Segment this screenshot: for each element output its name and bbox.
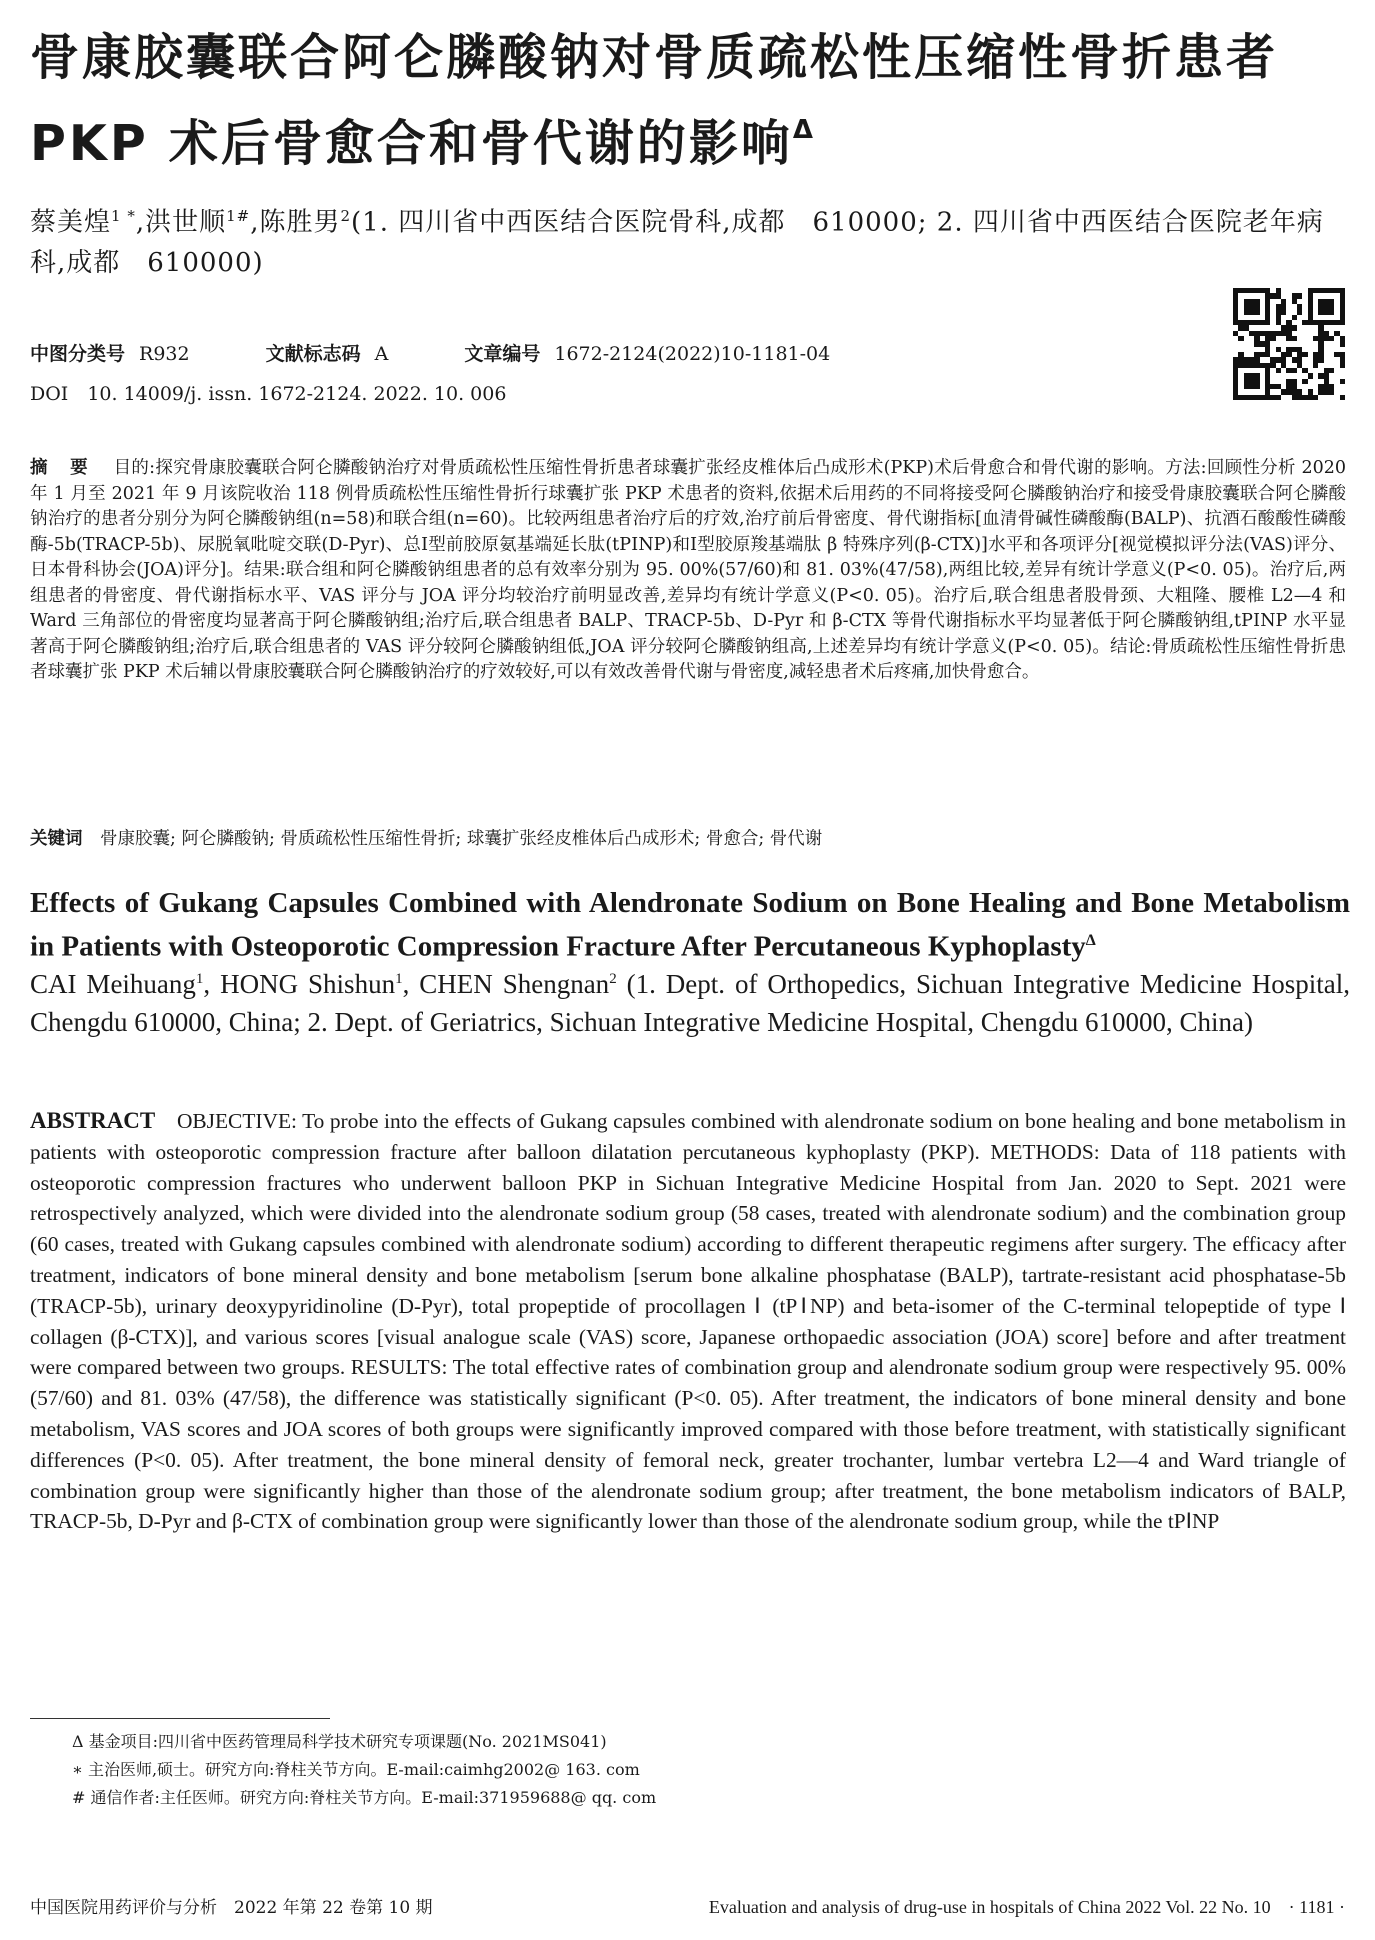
journal-footer-english: Evaluation and analysis of drug-use in hospitals of China 2022 Vol. 22 No. 10 · 1181 ·	[708, 1897, 1345, 1917]
authors-chinese: 蔡美煌$^{1 *}$,洪世顺$^{1\#}$,陈胜男$^2$(1. 四川省中西医结合医院骨科,成都 610000; 2. 四川省中西医结合医院老年病科,成都 610000)	[30, 207, 1324, 278]
footnote-corresponding-author: # 通信作者:主任医师。研究方向:脊柱关节方向。E-mail:371959688@ qq. com	[72, 1788, 657, 1807]
abstract-label: 摘 要	[30, 458, 96, 478]
article-title: 骨康胶囊联合阿仑膦酸钠对骨质疏松性压缩性骨折患者 PKP 术后骨愈合和骨代谢的影响$^\Delta$	[30, 29, 1279, 172]
footnote-funding: Δ 基金项目:四川省中医药管理局科学技术研究专项课题(No. 2021MS041)	[72, 1732, 607, 1751]
classification-row: 中图分类号 R932 文献标志码 A 文章编号 1672-2124(2022)10-1181-04	[30, 343, 831, 365]
keywords: 关键词 骨康胶囊; 阿仑膦酸钠; 骨质疏松性压缩性骨折; 球囊扩张经皮椎体后凸成形术; 骨愈合; 骨代谢	[30, 829, 823, 849]
abstract-chinese-text: 目的:探究骨康胶囊联合阿仑膦酸钠治疗对骨质疏松性压缩性骨折患者球囊扩张经皮椎体后凸成形术(PKP)术后骨愈合和骨代谢的影响。方法:回顾性分析 2020 年 1 月至 2021 年 9 月该院收治 118 例骨质疏松性压缩性骨折行球囊扩张 PKP 术患者的资料,依据术后用药的不同将接受阿仑膦酸钠治疗和接受骨康胶囊联合阿仑膦酸钠治疗的患者分别分为阿仑膦酸钠组(n=58)和联合组(n=60)。比较两组患者治疗后的疗效,治疗前后骨密度、骨代谢指标[血清骨碱性磷酸酶(BALP)、抗酒石酸酸性磷酸酶-5b(TRACP-5b)、尿脱氧吡啶交联(D-Pyr)、总Ⅰ型前胶原氨基端延长肽(tPⅠNP)和Ⅰ型胶原羧基端肽 β 特殊序列(β-CTX)]水平和各项评分[视觉模拟评分法(VAS)评分、日本骨科协会(JOA)评分]。结果:联合组和阿仑膦酸钠组患者的总有效率分别为 95. 00%(57/60)和 81. 03%(47/58),两组比较,差异有统计学意义(P<0. 05)。治疗后,两组患者的骨密度、骨代谢指标水平、VAS 评分与 JOA 评分均较治疗前明显改善,差异均有统计学意义(P<0. 05)。治疗后,联合组患者股骨颈、大粗隆、腰椎 L2—4 和 Ward 三角部位的骨密度均显著高于阿仑膦酸钠组;治疗后,联合组患者 BALP、TRACP-5b、D-Pyr 和 β-CTX 等骨代谢指标水平均显著低于阿仑膦酸钠组,tPⅠNP 水平显著高于阿仑膦酸钠组;治疗后,联合组患者的 VAS 评分较阿仑膦酸钠组低,JOA 评分较阿仑膦酸钠组高,上述差异均有统计学意义(P<0. 05)。结论:骨质疏松性压缩性骨折患者球囊扩张 PKP 术后辅以骨康胶囊联合阿仑膦酸钠治疗的疗效较好,可以有效改善骨代谢与骨密度,减轻患者术后疼痛,加快骨愈合。	[30, 458, 1346, 682]
abstract-english: ABSTRACT OBJECTIVE: To probe into the effects of Gukang capsules combined with alendronate sodium on bone healing and bone metabolism in patients with osteoporotic compression fracture after balloon dilatation percutaneous kyphoplasty (PKP). METHODS: Data of 118 patients with osteoporotic compression fractures who underwent balloon PKP in Sichuan Integrative Medicine Hospital from Jan. 2020 to Sept. 2021 were retrospectively analyzed, which were divided into the alendronate sodium group (58 cases, treated with alendronate sodium) and the combination group (60 cases, treated with Gukang capsules combined with alendronate sodium) according to different therapeutic regimens after surgery. The efficacy after treatment, indicators of bone mineral density and bone metabolism [serum bone alkaline phosphatase (BALP), tartrate-resistant acid phosphatase-5b (TRACP-5b), urinary deoxypyridinoline (D-Pyr), total propeptide of procollagen Ⅰ (tPⅠNP) and beta-isomer of the C-terminal telopeptide of type Ⅰ collagen (β-CTX)], and various scores [visual analogue scale (VAS) score, Japanese orthopaedic association (JOA) score] before and after treatment were compared between two groups. RESULTS: The total effective rates of combination group and alendronate sodium group were respectively 95. 00% (57/60) and 81. 03% (47/58), the difference was statistically significant (P<0. 05). After treatment, the indicators of bone mineral density and bone metabolism, VAS scores and JOA scores of both groups were significantly improved compared with those before treatment, with statistically significant differences (P<0. 05). After treatment, the bone mineral density of femoral neck, greater trochanter, lumbar vertebra L2—4 and Ward triangle of combination group were significantly higher than those of the alendronate sodium group; after treatment, the bone metabolism indicators of BALP, TRACP-5b, D-Pyr and β-CTX of combination group were significantly lower than those of the alendronate sodium group, while the tPⅠNP	[30, 1108, 1346, 1534]
funding-mark: Δ	[792, 115, 816, 145]
affiliation-chinese: (1. 四川省中西医结合医院骨科,成都 610000; 2. 四川省中西医结合医院老年病科,成都 610000)	[30, 207, 1324, 278]
footnote-first-author: ∗ 主治医师,硕士。研究方向:脊柱关节方向。E-mail:caimhg2002@ 163. com	[72, 1760, 640, 1779]
abstract-chinese	[30, 456, 1346, 686]
footnotes	[72, 1728, 1272, 1812]
english-title: Effects of Gukang Capsules Combined with Alendronate Sodium on Bone Healing and Bone Metabolism in Patients with Osteoporotic Compression Fracture After Percutaneous Kyphoplasty$^\Delta$	[30, 887, 1350, 963]
doi: DOI 10. 14009/j. issn. 1672-2124. 2022. 10. 006	[30, 383, 507, 405]
qr-code-icon	[1233, 288, 1345, 400]
authors-english: CAI Meihuang$^1$, HONG Shishun$^1$, CHEN Shengnan$^2$ (1. Dept. of Orthopedics, Sichuan Integrative Medicine Hospital, Chengdu 610000, China; 2. Dept. of Geriatrics, Sichuan Integrative Medicine Hospital, Chengdu 610000, China)	[30, 969, 1350, 1037]
footnote-divider	[30, 1718, 330, 1719]
affiliation-english: (1. Dept. of Orthopedics, Sichuan Integrative Medicine Hospital, Chengdu 610000, China; 2. Dept. of Geriatrics, Sichuan Integrative Medicine Hospital, Chengdu 610000, China)	[30, 969, 1350, 1037]
journal-footer-chinese: 中国医院用药评价与分析 2022 年第 22 卷第 10 期	[30, 1898, 433, 1918]
